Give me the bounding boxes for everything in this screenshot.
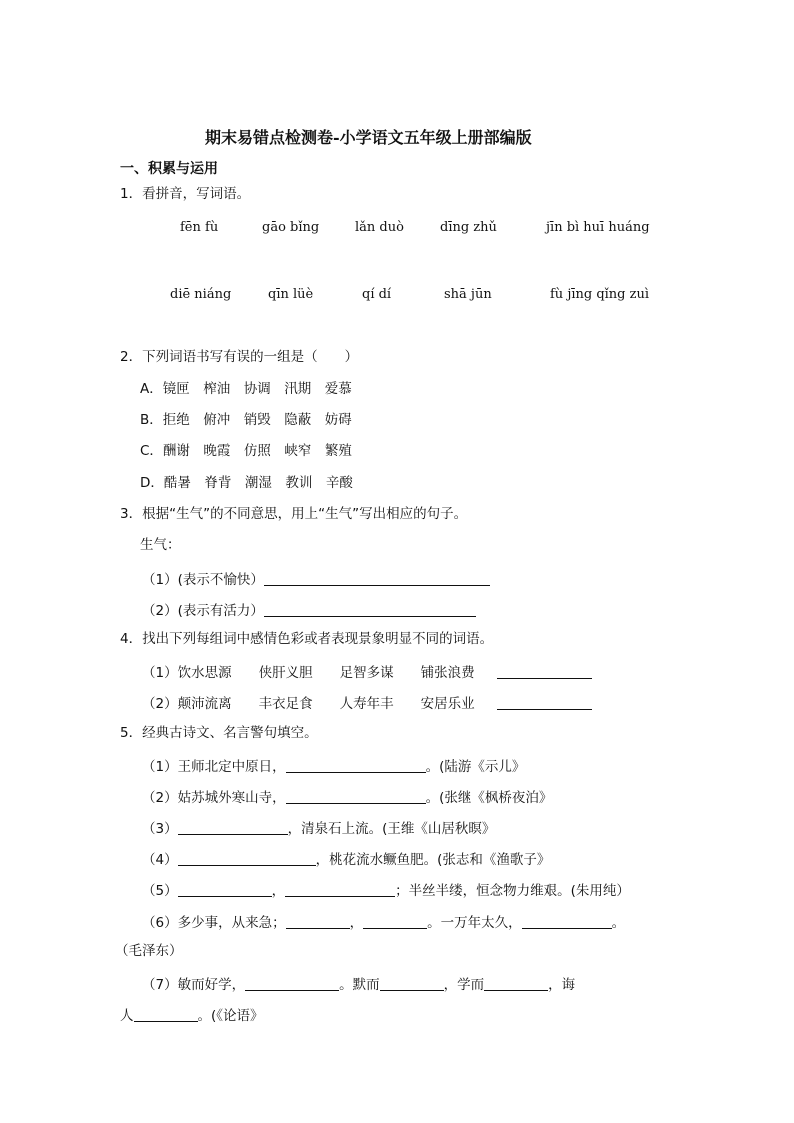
poem-text: 。	[611, 915, 626, 931]
sentence-item-2	[142, 602, 476, 619]
option-d: D．酷暑 脊背 潮湿 教训 辛酸	[140, 475, 353, 491]
poem-line-7	[142, 976, 575, 993]
answer-blank[interactable]	[497, 695, 592, 710]
poem-text: （1）王师北定中原日，	[142, 759, 286, 775]
answer-blank[interactable]	[178, 820, 288, 835]
question-1-stem: 1．看拼音，写词语。	[120, 186, 251, 202]
poem-text: （3）	[142, 821, 178, 837]
answer-blank[interactable]	[286, 758, 426, 773]
pinyin-item: fēn fù	[180, 220, 219, 235]
pinyin-item: lǎn duò	[355, 220, 404, 235]
poem-text: ，诲	[548, 977, 576, 993]
answer-blank[interactable]	[286, 914, 350, 929]
poem-line-7-cont	[120, 1007, 264, 1024]
answer-blank[interactable]	[245, 976, 339, 991]
poem-source: 。(张继《枫桥夜泊》	[425, 790, 553, 806]
answer-blank[interactable]	[484, 976, 548, 991]
poem-source: 。(陆游《示儿》	[425, 759, 526, 775]
word-group-text: （1）饮水思源 侠肝义胆 足智多谋 铺张浪费	[142, 665, 475, 681]
target-word: 生气：	[140, 537, 181, 553]
question-5-stem: 5．经典古诗文、名言警句填空。	[120, 725, 318, 741]
answer-blank[interactable]	[178, 882, 272, 897]
poem-text: （7）敏而好学，	[142, 977, 246, 993]
poem-text: （2）姑苏城外寒山寺，	[142, 790, 286, 806]
poem-source: 。(《论语》	[197, 1008, 264, 1024]
poem-line-6-source: （毛泽东）	[115, 943, 183, 959]
answer-blank[interactable]	[178, 851, 316, 866]
poem-line-1	[142, 758, 525, 775]
answer-blank[interactable]	[497, 664, 592, 679]
pinyin-item: qīn lüè	[268, 287, 314, 302]
option-a: A．镜匣 榨油 协调 汛期 爱慕	[140, 381, 352, 397]
word-group-1	[142, 664, 592, 681]
answer-blank[interactable]	[286, 789, 426, 804]
poem-text: 。默而	[339, 977, 380, 993]
poem-text: （4）	[142, 852, 178, 868]
poem-line-3	[142, 820, 495, 837]
answer-blank[interactable]	[264, 602, 476, 617]
pinyin-item: fù jīng qǐng zuì	[550, 287, 650, 302]
pinyin-item: shā jūn	[444, 287, 492, 302]
sentence-item-1	[142, 571, 490, 588]
sentence-item-label: （2）(表示有活力）	[142, 603, 264, 619]
poem-text: 。一万年太久，	[427, 915, 522, 931]
poem-source: ，清泉石上流。(王维《山居秋暝》	[287, 821, 496, 837]
answer-blank[interactable]	[134, 1007, 198, 1022]
poem-text: ，	[349, 915, 364, 931]
poem-source: ；半丝半缕，恒念物力维艰。(朱用纯）	[395, 883, 630, 899]
page-title: 期末易错点检测卷-小学语文五年级上册部编版	[205, 128, 532, 147]
poem-text: （6）多少事，从来急；	[142, 915, 286, 931]
question-4-stem: 4．找出下列每组词中感情色彩或者表现景象明显不同的词语。	[120, 631, 494, 647]
section-heading: 一、积累与运用	[120, 161, 218, 177]
question-3-stem: 3．根据“生气”的不同意思，用上“生气”写出相应的句子。	[120, 506, 468, 522]
poem-line-2	[142, 789, 552, 806]
pinyin-item: qí dí	[362, 287, 392, 302]
pinyin-item: gāo bǐng	[262, 220, 320, 235]
answer-blank[interactable]	[363, 914, 427, 929]
poem-line-6	[142, 914, 625, 931]
poem-source: ，桃花流水鳜鱼肥。(张志和《渔歌子》	[315, 852, 551, 868]
pinyin-item: dīng zhǔ	[440, 220, 497, 235]
option-b: B．拒绝 俯冲 销毁 隐蔽 妨碍	[140, 412, 352, 428]
question-2-stem: 2．下列词语书写有误的一组是（ ）	[120, 349, 359, 365]
answer-blank[interactable]	[380, 976, 444, 991]
pinyin-item: diē niáng	[170, 287, 232, 302]
option-c: C．酬谢 晚霞 仿照 峡窄 繁殖	[140, 443, 352, 459]
answer-blank[interactable]	[522, 914, 612, 929]
poem-line-5	[142, 882, 630, 899]
poem-text: （5）	[142, 883, 178, 899]
pinyin-item: jīn bì huī huáng	[546, 220, 650, 235]
answer-blank[interactable]	[285, 882, 395, 897]
word-group-text: （2）颠沛流离 丰衣足食 人寿年丰 安居乐业	[142, 696, 475, 712]
answer-blank[interactable]	[264, 571, 490, 586]
sentence-item-label: （1）(表示不愉快）	[142, 572, 264, 588]
poem-text: 人	[120, 1008, 134, 1024]
poem-line-4	[142, 851, 550, 868]
poem-text: ，学而	[443, 977, 485, 993]
poem-text: ，	[271, 883, 286, 899]
word-group-2	[142, 695, 592, 712]
